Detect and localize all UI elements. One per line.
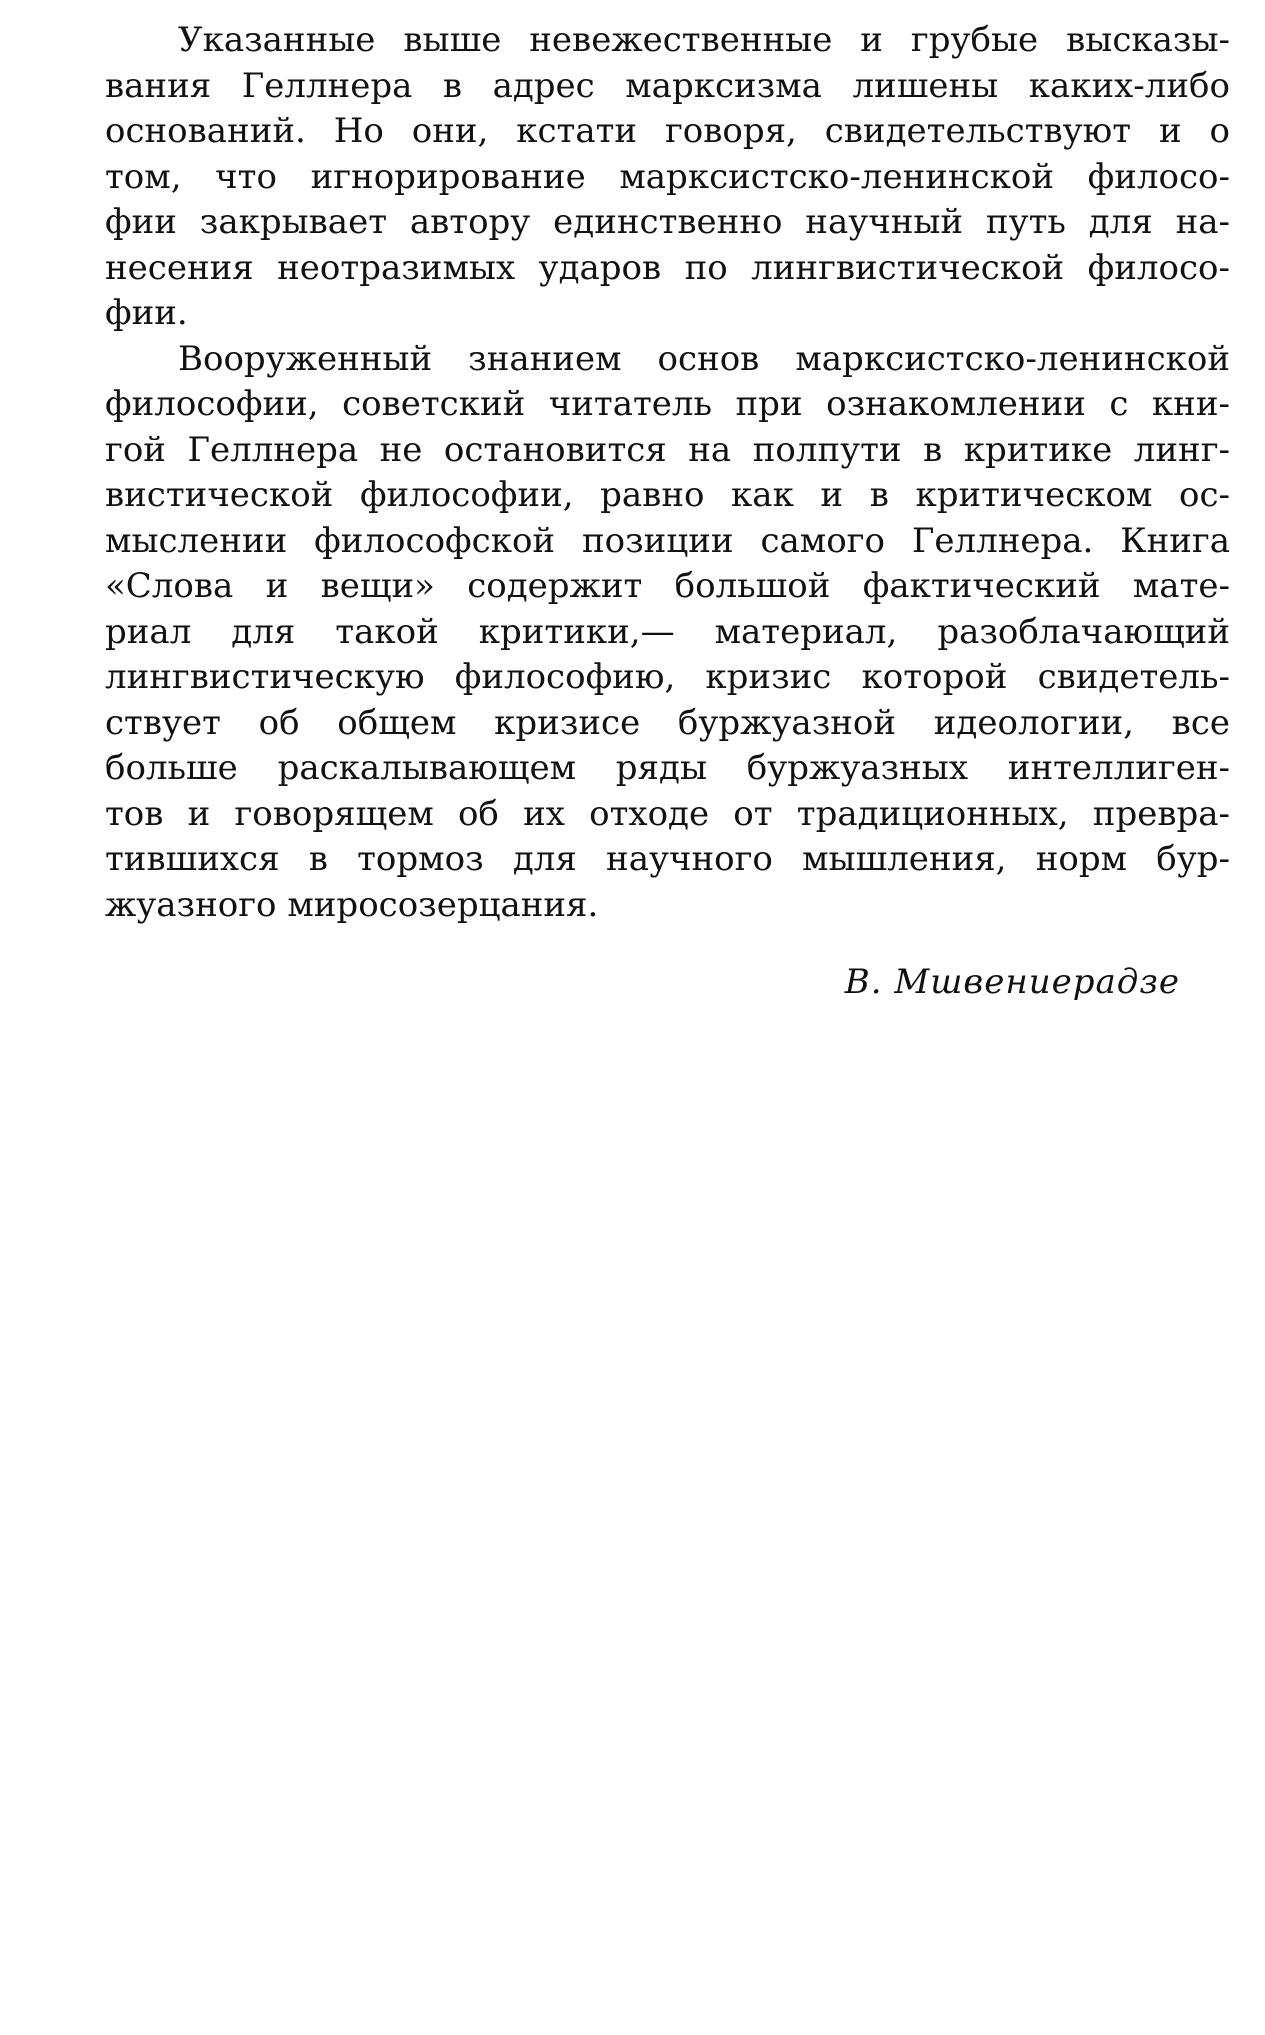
- text-line: оснований. Но они, кстати говоря, свидетельствуют и о: [105, 111, 1230, 151]
- document-page: [40, 18, 1230, 1006]
- text-line: ствует об общем кризисе буржуазной идеологии, все: [105, 702, 1230, 743]
- text-line: риал для такой критики,— материал, разоблачающий: [105, 611, 1230, 652]
- text-line: том, что игнорирование марксистско-ленинской филосо-: [105, 156, 1230, 197]
- text-line: философии, советский читатель при ознакомлении с кни-: [105, 384, 1230, 424]
- text-line: жуазного миросозерцания.: [105, 884, 599, 925]
- text-line: Вооруженный знанием основ марксистско-ленинской: [178, 338, 1230, 379]
- text-line: мыслении философской позиции самого Геллнера. Книга: [105, 520, 1230, 561]
- text-line: фии закрывает автору единственно научный путь для на-: [105, 202, 1230, 242]
- text-line: фии.: [105, 293, 188, 333]
- text-line: больше раскалывающем ряды буржуазных интеллиген-: [105, 748, 1230, 788]
- text-line: вания Геллнера в адрес марксизма лишены каких-либо: [105, 65, 1230, 106]
- text-line: Указанные выше невежественные и грубые высказы-: [178, 20, 1230, 60]
- text-line: гой Геллнера не остановится на полпути в критике линг-: [105, 429, 1230, 470]
- text-line: тившихся в тормоз для научного мышления, норм бур-: [105, 839, 1230, 879]
- text-line: тов и говорящем об их отходе от традиционных, превра-: [105, 793, 1230, 834]
- paragraph-1: [40, 18, 1230, 337]
- text-line: вистической философии, равно как и в критическом ос-: [105, 475, 1230, 515]
- text-line: несения неотразимых ударов по лингвистической филосо-: [105, 247, 1230, 288]
- text-line: лингвистическую философию, кризис которой свидетель-: [105, 657, 1230, 697]
- text-line: «Слова и вещи» содержит большой фактический мате-: [105, 566, 1230, 606]
- paragraph-2: [40, 337, 1230, 929]
- author-signature: В. Мшвениерадзе: [844, 962, 1180, 1002]
